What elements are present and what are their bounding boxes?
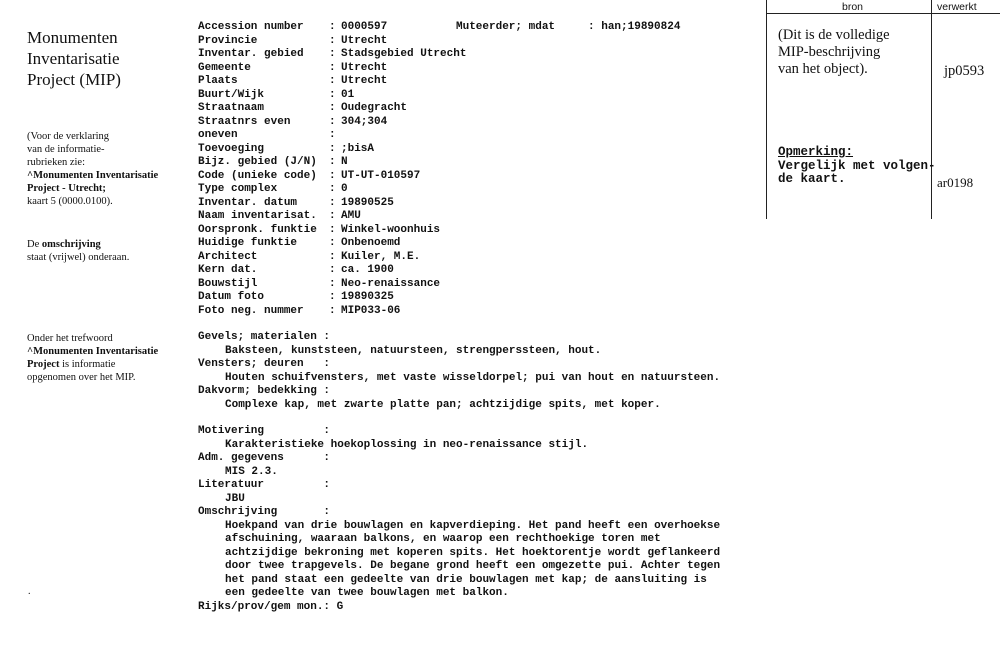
omschrijving-line: een gedeelte van twee bouwlagen met balkon.	[225, 587, 509, 599]
literatuur-label: Literatuur :	[198, 479, 331, 491]
source-table	[766, 0, 1000, 219]
field-colon: :	[329, 129, 336, 141]
field-label: Toevoeging	[198, 142, 265, 155]
field-label: Foto neg. nummer	[198, 304, 304, 317]
title-line: Inventarisatie	[27, 49, 120, 68]
note-bold-line: Project - Utrecht;	[27, 183, 106, 194]
omschrijving-line: afschuining, waaraan balkons, en waarop een rechthoekige toren met	[225, 533, 661, 545]
explanation-note	[27, 130, 187, 208]
field-label: Oorspronk. funktie	[198, 223, 317, 236]
field-value: Utrecht	[341, 75, 388, 87]
remark-heading: Opmerking:	[778, 145, 854, 159]
field-value: Stadsgebied Utrecht	[341, 48, 467, 60]
dakvorm-text: Complexe kap, met zwarte platte pan; achtzijdige spits, met koper.	[225, 398, 661, 411]
rijks-value: G	[336, 600, 344, 613]
field-label: Plaats	[198, 75, 238, 87]
field-value: 19890325	[341, 291, 394, 303]
field-colon: :	[329, 61, 336, 74]
field-label: Naam inventarisat.	[198, 210, 317, 222]
note-line: staat (vrijwel) onderaan.	[27, 252, 130, 263]
field-colon: :	[329, 48, 336, 60]
dakvorm-label: Dakvorm; bedekking :	[198, 385, 331, 397]
note-line: Onder het trefwoord	[27, 333, 113, 344]
field-colon: :	[329, 21, 336, 33]
note-text: De	[27, 239, 42, 250]
table-header-rule	[766, 13, 1000, 14]
omschrijving-line: het pand staat een gedeelte van drie bouwlagen met kap; de aansluiting is	[225, 573, 707, 586]
field-label: Straatnaam	[198, 102, 265, 114]
table-border-left	[766, 0, 767, 219]
omschrijving-line: achtzijdige bekroning met koperen spits. Het hoektorentje wordt geflankeerd	[225, 546, 721, 559]
field-colon: :	[329, 115, 336, 128]
field-value: AMU	[341, 210, 361, 222]
field-colon: :	[329, 250, 336, 263]
field-colon: :	[329, 291, 336, 303]
motivering-label: Motivering :	[198, 425, 331, 437]
field-label: Type complex	[198, 183, 278, 195]
source-note-line: (Dit is de volledige	[778, 27, 890, 43]
field-value: 01	[341, 88, 355, 101]
source-note-line: MIP-beschrijving	[778, 44, 881, 60]
remark-line: Vergelijk met volgen-	[778, 158, 936, 173]
field-label: Inventar. gebied	[198, 48, 304, 60]
note-line: kaart 5 (0000.0100).	[27, 196, 113, 207]
title-line: Project (MIP)	[27, 70, 121, 89]
field-colon: :	[329, 88, 336, 101]
field-label: Code (unieke code)	[198, 169, 317, 182]
field-label: Accession number	[198, 21, 304, 33]
field-colon: :	[329, 169, 336, 182]
literatuur-text: JBU	[225, 492, 245, 505]
stray-dot: .	[28, 586, 31, 597]
field-colon: :	[329, 237, 336, 249]
field-label: Kern dat.	[198, 264, 258, 276]
description-location-note	[27, 238, 187, 264]
field-colon: :	[329, 142, 336, 155]
field-colon: :	[329, 304, 336, 317]
field-colon: :	[329, 156, 336, 168]
field-value: Neo-renaissance	[341, 277, 441, 290]
field-value: 19890525	[341, 196, 394, 209]
field-colon: :	[329, 210, 336, 222]
note-line: opgenomen over het MIP.	[27, 372, 136, 383]
muteerder-field: Muteerder; mdat : han;19890824	[456, 21, 681, 33]
field-label: Bijz. gebied (J/N)	[198, 156, 317, 168]
field-label: Inventar. datum	[198, 196, 298, 209]
field-value: Kuiler, M.E.	[341, 250, 421, 263]
source-note	[778, 27, 890, 78]
rijks-label: Rijks/prov/gem mon.:	[198, 600, 331, 613]
field-value: Utrecht	[341, 61, 388, 74]
field-value: 304;304	[341, 115, 388, 128]
field-colon: :	[329, 102, 336, 114]
omschrijving-line: door twee trapgevels. De begane grond heeft een omgezette pui. Achter tegen	[225, 560, 721, 572]
field-label: Bouwstijl	[198, 277, 258, 290]
processed-code: jp0593	[944, 63, 985, 79]
field-value: 0000597	[341, 21, 388, 33]
field-value: 0	[341, 183, 348, 195]
note-line: van de informatie-	[27, 144, 105, 155]
field-colon: :	[329, 277, 336, 290]
field-value: ca. 1900	[341, 264, 394, 276]
gevels-text: Baksteen, kunststeen, natuursteen, strengperssteen, hout.	[225, 344, 602, 357]
field-value: MIP033-06	[341, 304, 401, 317]
omschrijving-label: Omschrijving :	[198, 506, 331, 518]
source-note-line: van het object).	[778, 61, 868, 77]
vensters-label: Vensters; deuren :	[198, 358, 331, 370]
adm-text: MIS 2.3.	[225, 465, 278, 478]
field-colon: :	[329, 75, 336, 87]
field-value: Winkel-woonhuis	[341, 223, 441, 236]
field-colon: :	[329, 264, 336, 276]
keyword-note	[27, 332, 187, 384]
description-block	[198, 331, 720, 614]
field-colon: :	[329, 196, 336, 209]
field-label: Architect	[198, 250, 258, 263]
field-label: Provincie	[198, 34, 258, 47]
field-label: Huidige funktie	[198, 237, 298, 249]
note-bold-line: ^Monumenten Inventarisatie	[27, 346, 159, 357]
field-value: Oudegracht	[341, 102, 408, 114]
field-label: Gemeente	[198, 61, 251, 74]
adm-label: Adm. gegevens :	[198, 452, 331, 464]
note-bold-word: Project	[27, 359, 60, 370]
vensters-text: Houten schuifvensters, met vaste wisseldorpel; pui van hout en natuursteen.	[225, 371, 721, 384]
field-colon: :	[329, 183, 336, 195]
motivering-text: Karakteristieke hoekoplossing in neo-renaissance stijl.	[225, 438, 589, 451]
field-label: Buurt/Wijk	[198, 88, 265, 101]
field-label: oneven	[198, 129, 238, 141]
omschrijving-line: Hoekpand van drie bouwlagen en kapverdieping. Het pand heeft een overhoekse	[225, 519, 721, 532]
remark-line: de kaart.	[778, 172, 846, 186]
field-label: Datum foto	[198, 291, 265, 303]
field-value: Utrecht	[341, 34, 388, 47]
processed-code: ar0198	[937, 175, 974, 190]
note-bold-word: omschrijving	[41, 239, 101, 250]
field-value: ;bisA	[341, 142, 375, 155]
field-value: UT-UT-010597	[341, 169, 421, 182]
note-text: is informatie	[59, 359, 116, 370]
title-line: Monumenten	[27, 28, 118, 47]
gevels-label: Gevels; materialen :	[198, 331, 331, 343]
field-colon: :	[329, 34, 336, 47]
document-title	[27, 27, 187, 90]
header-verwerkt: verwerkt	[937, 1, 977, 13]
field-colon: :	[329, 223, 336, 236]
note-bold-line: ^Monumenten Inventarisatie	[27, 170, 159, 181]
note-line: (Voor de verklaring	[27, 131, 110, 142]
header-bron: bron	[842, 1, 864, 13]
field-label: Straatnrs even	[198, 115, 291, 128]
remark-note	[778, 146, 936, 187]
note-line: rubrieken zie:	[27, 157, 86, 168]
field-value: N	[341, 156, 348, 168]
field-value: Onbenoemd	[341, 237, 401, 249]
